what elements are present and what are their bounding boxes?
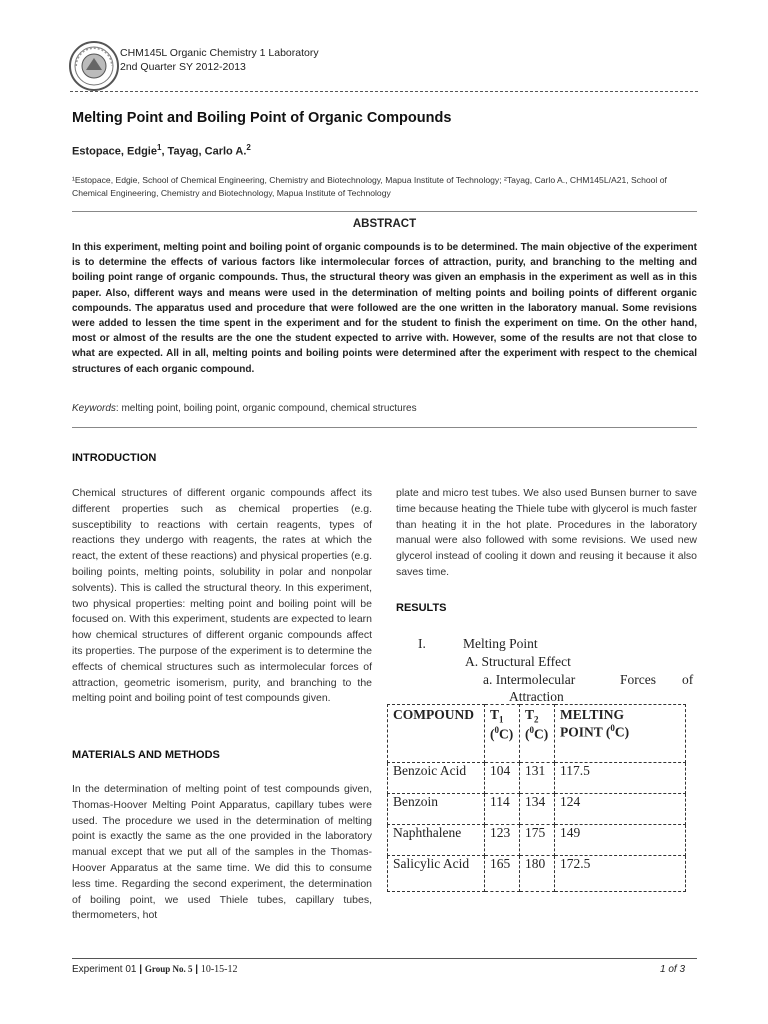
col-header-t1: $T_1$ ($^0$C) — [485, 705, 520, 763]
abstract-heading: ABSTRACT — [352, 218, 417, 230]
col-header-melting-point: MELTING POINT ($^0$C) — [555, 705, 686, 763]
outline-level1-text: Melting Point — [463, 636, 538, 651]
cell-t2: 180 — [520, 856, 555, 892]
author-1-mark: 1 — [156, 143, 162, 152]
table-row — [388, 794, 686, 825]
introduction-text: Chemical structures of different organic compounds affect its different properties such as chemical properties (e.g. susceptibility to reactions with certain reagents, types of reactions they undergo with reagents, the rates at which the react, the extent of these reactions) and physical properties (e.g. boiling points, melting points, solubility in polar and nonpolar solvents). This is called the structural theory. In this experiment, two physical properties: melting point and boiling point will be focused on. With this experiment, students are expected to learn how chemical structures of different organic compounds affect its properties. The purpose of the experiment is to determine the effects of chemical structures such as intermolecular forces of attraction, geometric isomerism, purity, and branching to the melting point and boiling point of test compounds given. — [72, 487, 372, 705]
abstract-text: In this experiment, melting point and boiling point of organic compounds is to be determined. The main objective of the experiment is to determine the effects of various factors like intermolecular forces of attraction, purity, and branching to the melting and boiling point range of organic compounds. Thus, the structural theory was given an emphasis in the experiment as well as in this paper. Also, different ways and means were used in the determination of melting points and boiling points of different organic compounds. The apparatus used and procedure that were followed are the one written in the laboratory manual. Some revisions were added to lessen the time spent in the experiment and for the student to finish the experiment on time. On the other hand, most or almost of the results are the one the student expected to arrive with. However, some of the results are not that close to what are expected. All in all, melting points and boiling points were determined after the experiment with respect to the chemical structures of each organic compound. — [72, 242, 697, 375]
cell-t2: 175 — [520, 825, 555, 856]
table-row — [388, 825, 686, 856]
page-footer — [72, 964, 238, 975]
footer-group: Group No. 5 — [144, 964, 193, 974]
introduction-heading: INTRODUCTION — [72, 452, 157, 464]
materials-methods-text: In the determination of melting point of test compounds given, Thomas-Hoover Melting Point Apparatus, capillary tubes were used. The procedure we used in the determination of melting point is exactly the same as the one provided in the laboratory manual except that we put all of the samples in the Thomas-Hoover Apparatus at the same time. We did this to consume less time. Regarding the second experiment, the determination of boiling point, we used Thiele tubes, capillary tubes, thermometers, hot — [72, 783, 372, 922]
melting-point-table — [387, 704, 686, 892]
keywords-text: : melting point, boiling point, organic compound, chemical structures — [115, 403, 417, 414]
cell-t1: 104 — [485, 763, 520, 794]
table-header-row — [388, 705, 686, 763]
page-number: 1 of 3 — [660, 964, 686, 975]
outline-level3-text-a: a. Intermolecular — [483, 672, 576, 687]
cell-melting-point: 172.5 — [555, 856, 686, 892]
cell-t2: 131 — [520, 763, 555, 794]
author-2: , Tayag, Carlo A. — [161, 145, 247, 158]
footer-experiment: Experiment 01 — [72, 964, 137, 975]
paper-title: Melting Point and Boiling Point of Organic Compounds — [72, 110, 452, 126]
outline-level3-continuation: Attraction — [509, 689, 564, 704]
methods-continued-text: plate and micro test tubes. We also used Bunsen burner to save time because heating the Thiele tube with glycerol is much faster than heating it in the hot plate. Procedures in the laboratory manual were also followed with some revisions. We used new glycerol instead of cooling it down and reusing it because it also saves time. — [396, 487, 697, 578]
footer-date: 10-15-12 — [200, 964, 238, 975]
abstract-top-rule — [72, 211, 697, 212]
keywords-label: Keywords — [72, 403, 116, 414]
cell-melting-point: 124 — [555, 794, 686, 825]
cell-melting-point: 117.5 — [555, 763, 686, 794]
header-divider — [70, 91, 698, 92]
keywords-line — [72, 403, 417, 414]
table-row — [388, 856, 686, 892]
outline-level3-text-c: of — [682, 672, 694, 687]
cell-t1: 165 — [485, 856, 520, 892]
cell-t1: 123 — [485, 825, 520, 856]
col-header-t2: $T_2$ ($^0$C) — [520, 705, 555, 763]
cell-melting-point: 149 — [555, 825, 686, 856]
author-list — [72, 143, 251, 158]
author-affiliation: ¹Estopace, Edgie, School of Chemical Engineering, Chemistry and Biotechnology, Mapua Institute of Technology; ²Tayag, Carlo A., CHM145L/A21, School of Chemical Engineering, Chemistry and Biotechnology, Mapua Institute of Technology — [72, 175, 667, 198]
course-term: 2nd Quarter SY 2012-2013 — [120, 61, 246, 73]
table-row — [388, 763, 686, 794]
cell-compound: Salicylic Acid — [388, 856, 485, 892]
footer-separator: | — [195, 964, 199, 975]
footer-separator: | — [139, 964, 143, 975]
col-header-compound: COMPOUND — [388, 705, 485, 763]
cell-compound: Naphthalene — [388, 825, 485, 856]
cell-compound: Benzoic Acid — [388, 763, 485, 794]
university-seal-icon — [68, 40, 120, 92]
course-name: CHM145L Organic Chemistry 1 Laboratory — [120, 47, 319, 59]
cell-compound: Benzoin — [388, 794, 485, 825]
outline-level3-text-b: Forces — [620, 672, 656, 687]
abstract-bottom-rule — [72, 427, 697, 428]
cell-t1: 114 — [485, 794, 520, 825]
outline-level1-number: I. — [418, 636, 426, 651]
author-1: Estopace, Edgie — [72, 145, 157, 158]
cell-t2: 134 — [520, 794, 555, 825]
materials-methods-heading: MATERIALS AND METHODS — [72, 749, 220, 761]
footer-rule — [72, 958, 697, 959]
outline-level2-text: A. Structural Effect — [465, 654, 571, 669]
results-heading: RESULTS — [396, 602, 447, 614]
author-2-mark: 2 — [246, 143, 251, 152]
